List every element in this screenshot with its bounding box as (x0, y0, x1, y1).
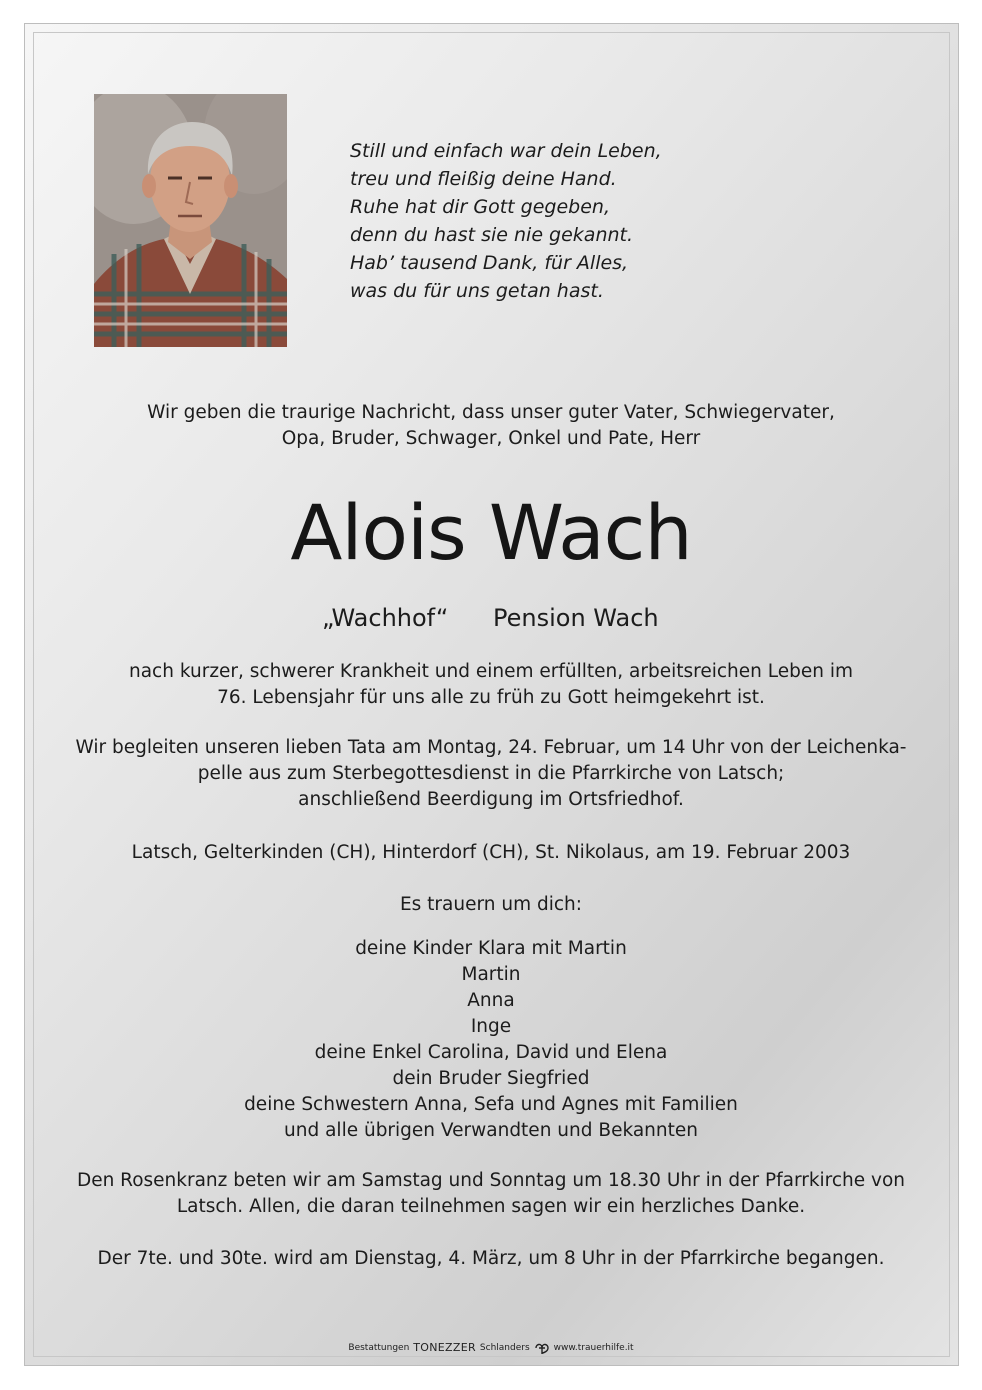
mourner-line: Inge (470, 1016, 512, 1037)
footer (0, 1342, 982, 1354)
intro-line: Wir geben die traurige Nachricht, dass unser guter Vater, Schwiegervater, (147, 402, 835, 423)
intro-text (0, 400, 982, 452)
mourners-heading-line: Es trauern um dich: (399, 894, 583, 915)
poem-line: denn du hast sie nie gekannt. (350, 224, 634, 246)
trauerhilfe-logo-icon (534, 1342, 550, 1354)
mourner-line: und alle übrigen Verwandten und Bekannten (284, 1120, 698, 1141)
funeral-line: anschließend Beerdigung im Ortsfriedhof. (298, 789, 684, 810)
rosary-line: Den Rosenkranz beten wir am Samstag und Sonntag um 18.30 Uhr in der Pfarrkirche von (76, 1170, 906, 1191)
business-name: Pension Wach (493, 604, 659, 632)
portrait-photo (94, 94, 287, 347)
poem (350, 137, 662, 305)
poem-line: was du für uns getan hast. (350, 280, 604, 302)
mourner-line: dein Bruder Siegfried (392, 1068, 590, 1089)
footer-brand: TONEZZER (413, 1341, 476, 1354)
poem-line: Ruhe hat dir Gott gegeben, (350, 196, 610, 218)
mourner-line: deine Enkel Carolina, David und Elena (314, 1042, 668, 1063)
funeral-line: pelle aus zum Sterbegottesdienst in die Pfarrkirche von Latsch; (197, 763, 785, 784)
memorial-line: Der 7te. und 30te. wird am Dienstag, 4. März, um 8 Uhr in der Pfarrkirche begangen. (97, 1248, 885, 1269)
place-date (0, 840, 982, 866)
rosary-line: Latsch. Allen, die daran teilnehmen sagen wir ein herzliches Danke. (176, 1196, 806, 1217)
death-note (0, 659, 982, 711)
poem-line: Still und einfach war dein Leben, (350, 140, 662, 162)
mourner-line: Anna (467, 990, 515, 1011)
death-note-line: 76. Lebensjahr für uns alle zu früh zu Gott heimgekehrt ist. (217, 687, 765, 708)
mourner-line: Martin (461, 964, 521, 985)
poem-line: treu und fleißig deine Hand. (350, 168, 617, 190)
death-note-line: nach kurzer, schwerer Krankheit und einem erfüllten, arbeitsreichen Leben im (129, 661, 853, 682)
memorial-info (0, 1246, 982, 1272)
nickname: „Wachhof“ (322, 604, 449, 632)
mourners-heading (0, 892, 982, 918)
mourners-list (0, 936, 982, 1144)
footer-url[interactable]: www.trauerhilfe.it (553, 1343, 634, 1353)
mourner-line: deine Schwestern Anna, Sefa und Agnes mit Familien (244, 1094, 738, 1115)
poem-line: Hab’ tausend Dank, für Alles, (350, 252, 629, 274)
footer-prefix: Bestattungen (348, 1343, 410, 1353)
place-date-line: Latsch, Gelterkinden (CH), Hinterdorf (CH), St. Nikolaus, am 19. Februar 2003 (131, 842, 851, 863)
funeral-info (0, 735, 982, 813)
intro-line: Opa, Bruder, Schwager, Onkel und Pate, Herr (281, 428, 701, 449)
deceased-name: Alois Wach (290, 488, 692, 577)
rosary-info (0, 1168, 982, 1220)
footer-suffix: Schlanders (479, 1343, 530, 1353)
mourner-line: deine Kinder Klara mit Martin (355, 938, 627, 959)
funeral-line: Wir begleiten unseren lieben Tata am Montag, 24. Februar, um 14 Uhr von der Leichenka- (75, 737, 907, 758)
